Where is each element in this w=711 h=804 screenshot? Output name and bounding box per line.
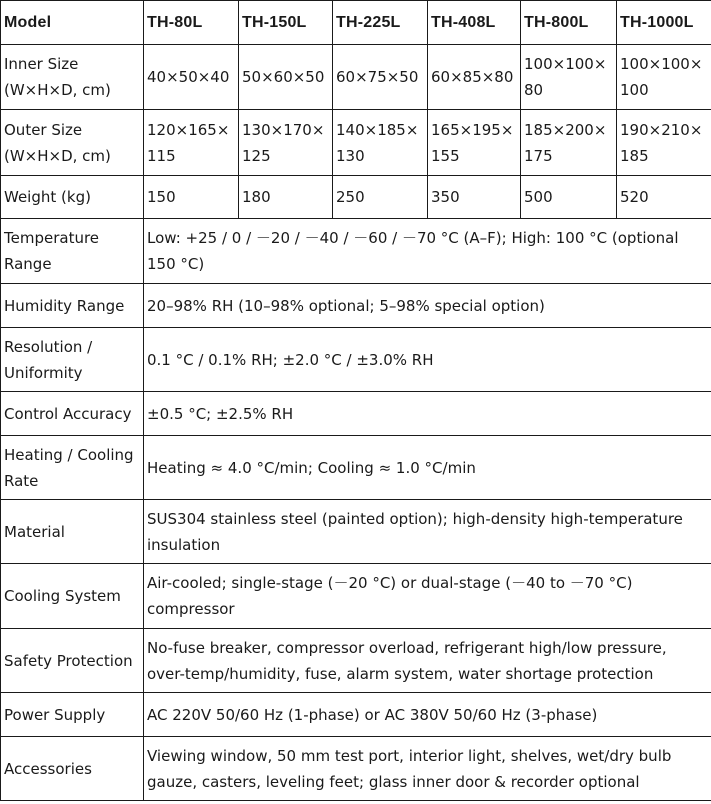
model-header-th-225l: TH-225L	[333, 1, 428, 45]
humidity-range-value: 20–98% RH (10–98% optional; 5–98% special option)	[144, 284, 711, 328]
weight-row	[1, 176, 711, 219]
header-row	[1, 1, 711, 45]
resolution-value: 0.1 °C / 0.1% RH; ±2.0 °C / ±3.0% RH	[144, 328, 711, 392]
outer-size-row	[1, 110, 711, 176]
outer-size-label	[1, 110, 144, 176]
temperature-range-row	[1, 219, 711, 284]
outer-size-label-line1: Outer Size	[4, 120, 83, 139]
control-accuracy-label: Control Accuracy	[1, 392, 144, 436]
control-accuracy-value: ±0.5 °C; ±2.5% RH	[144, 392, 711, 436]
inner-size-cell: 100×100×80	[521, 45, 617, 110]
power-supply-label: Power Supply	[1, 693, 144, 737]
heating-cooling-label-line2: Rate	[4, 471, 39, 490]
model-header: Model	[1, 1, 144, 45]
model-header-th-80l: TH-80L	[144, 1, 239, 45]
heating-cooling-label	[1, 436, 144, 500]
temperature-range-label	[1, 219, 144, 284]
power-supply-value: AC 220V 50/60 Hz (1-phase) or AC 380V 50/60 Hz (3-phase)	[144, 693, 711, 737]
model-header-th-1000l: TH-1000L	[617, 1, 711, 45]
weight-cell: 180	[239, 176, 333, 219]
temperature-range-label-line2: Range	[4, 255, 52, 273]
cooling-system-value: Air-cooled; single-stage (－20 °C) or dual-stage (－40 to －70 °C) compressor	[144, 564, 711, 629]
resolution-label-line2: Uniformity	[4, 363, 83, 382]
weight-cell: 250	[333, 176, 428, 219]
cooling-system-row	[1, 564, 711, 629]
accessories-value: Viewing window, 50 mm test port, interior light, shelves, wet/dry bulb gauze, casters, leveling feet; glass inner door & recorder optional	[144, 737, 711, 801]
material-row	[1, 500, 711, 564]
accessories-row	[1, 737, 711, 801]
outer-size-cell: 190×210×185	[617, 110, 711, 176]
inner-size-cell: 100×100×100	[617, 45, 711, 110]
safety-protection-label: Safety Protection	[1, 629, 144, 693]
outer-size-cell: 185×200×175	[521, 110, 617, 176]
weight-cell: 350	[428, 176, 521, 219]
humidity-range-row	[1, 284, 711, 328]
heating-cooling-value: Heating ≈ 4.0 °C/min; Cooling ≈ 1.0 °C/min	[144, 436, 711, 500]
temperature-range-label-line1: Temperature	[4, 229, 100, 247]
inner-size-cell: 40×50×40	[144, 45, 239, 110]
safety-protection-row	[1, 629, 711, 693]
inner-size-cell: 60×85×80	[428, 45, 521, 110]
power-supply-row	[1, 693, 711, 737]
weight-label: Weight (kg)	[1, 176, 144, 219]
outer-size-cell: 120×165×115	[144, 110, 239, 176]
cooling-system-label: Cooling System	[1, 564, 144, 629]
safety-protection-value: No-fuse breaker, compressor overload, refrigerant high/low pressure, over-temp/humidity, fuse, alarm system, water shortage protection	[144, 629, 711, 693]
resolution-label	[1, 328, 144, 392]
weight-cell: 150	[144, 176, 239, 219]
temperature-range-value: Low: +25 / 0 / －20 / －40 / －60 / －70 °C (A–F); High: 100 °C (optional 150 °C)	[144, 219, 711, 284]
heating-cooling-label-line1: Heating / Cooling	[4, 445, 134, 464]
model-header-th-800l: TH-800L	[521, 1, 617, 45]
outer-size-cell: 130×170×125	[239, 110, 333, 176]
accessories-label: Accessories	[1, 737, 144, 801]
weight-cell: 520	[617, 176, 711, 219]
weight-cell: 500	[521, 176, 617, 219]
resolution-row	[1, 328, 711, 392]
inner-size-label-line2: (W×H×D, cm)	[4, 81, 111, 99]
inner-size-label-line1: Inner Size	[4, 55, 79, 73]
control-accuracy-row	[1, 392, 711, 436]
inner-size-cell: 50×60×50	[239, 45, 333, 110]
outer-size-label-line2: (W×H×D, cm)	[4, 146, 111, 165]
inner-size-cell: 60×75×50	[333, 45, 428, 110]
resolution-label-line1: Resolution /	[4, 337, 93, 356]
humidity-range-label: Humidity Range	[1, 284, 144, 328]
material-label: Material	[1, 500, 144, 564]
outer-size-cell: 140×185×130	[333, 110, 428, 176]
material-value: SUS304 stainless steel (painted option); high-density high-temperature insulation	[144, 500, 711, 564]
inner-size-label	[1, 45, 144, 110]
model-header-th-408l: TH-408L	[428, 1, 521, 45]
outer-size-cell: 165×195×155	[428, 110, 521, 176]
heating-cooling-row	[1, 436, 711, 500]
inner-size-row	[1, 45, 711, 110]
model-header-th-150l: TH-150L	[239, 1, 333, 45]
